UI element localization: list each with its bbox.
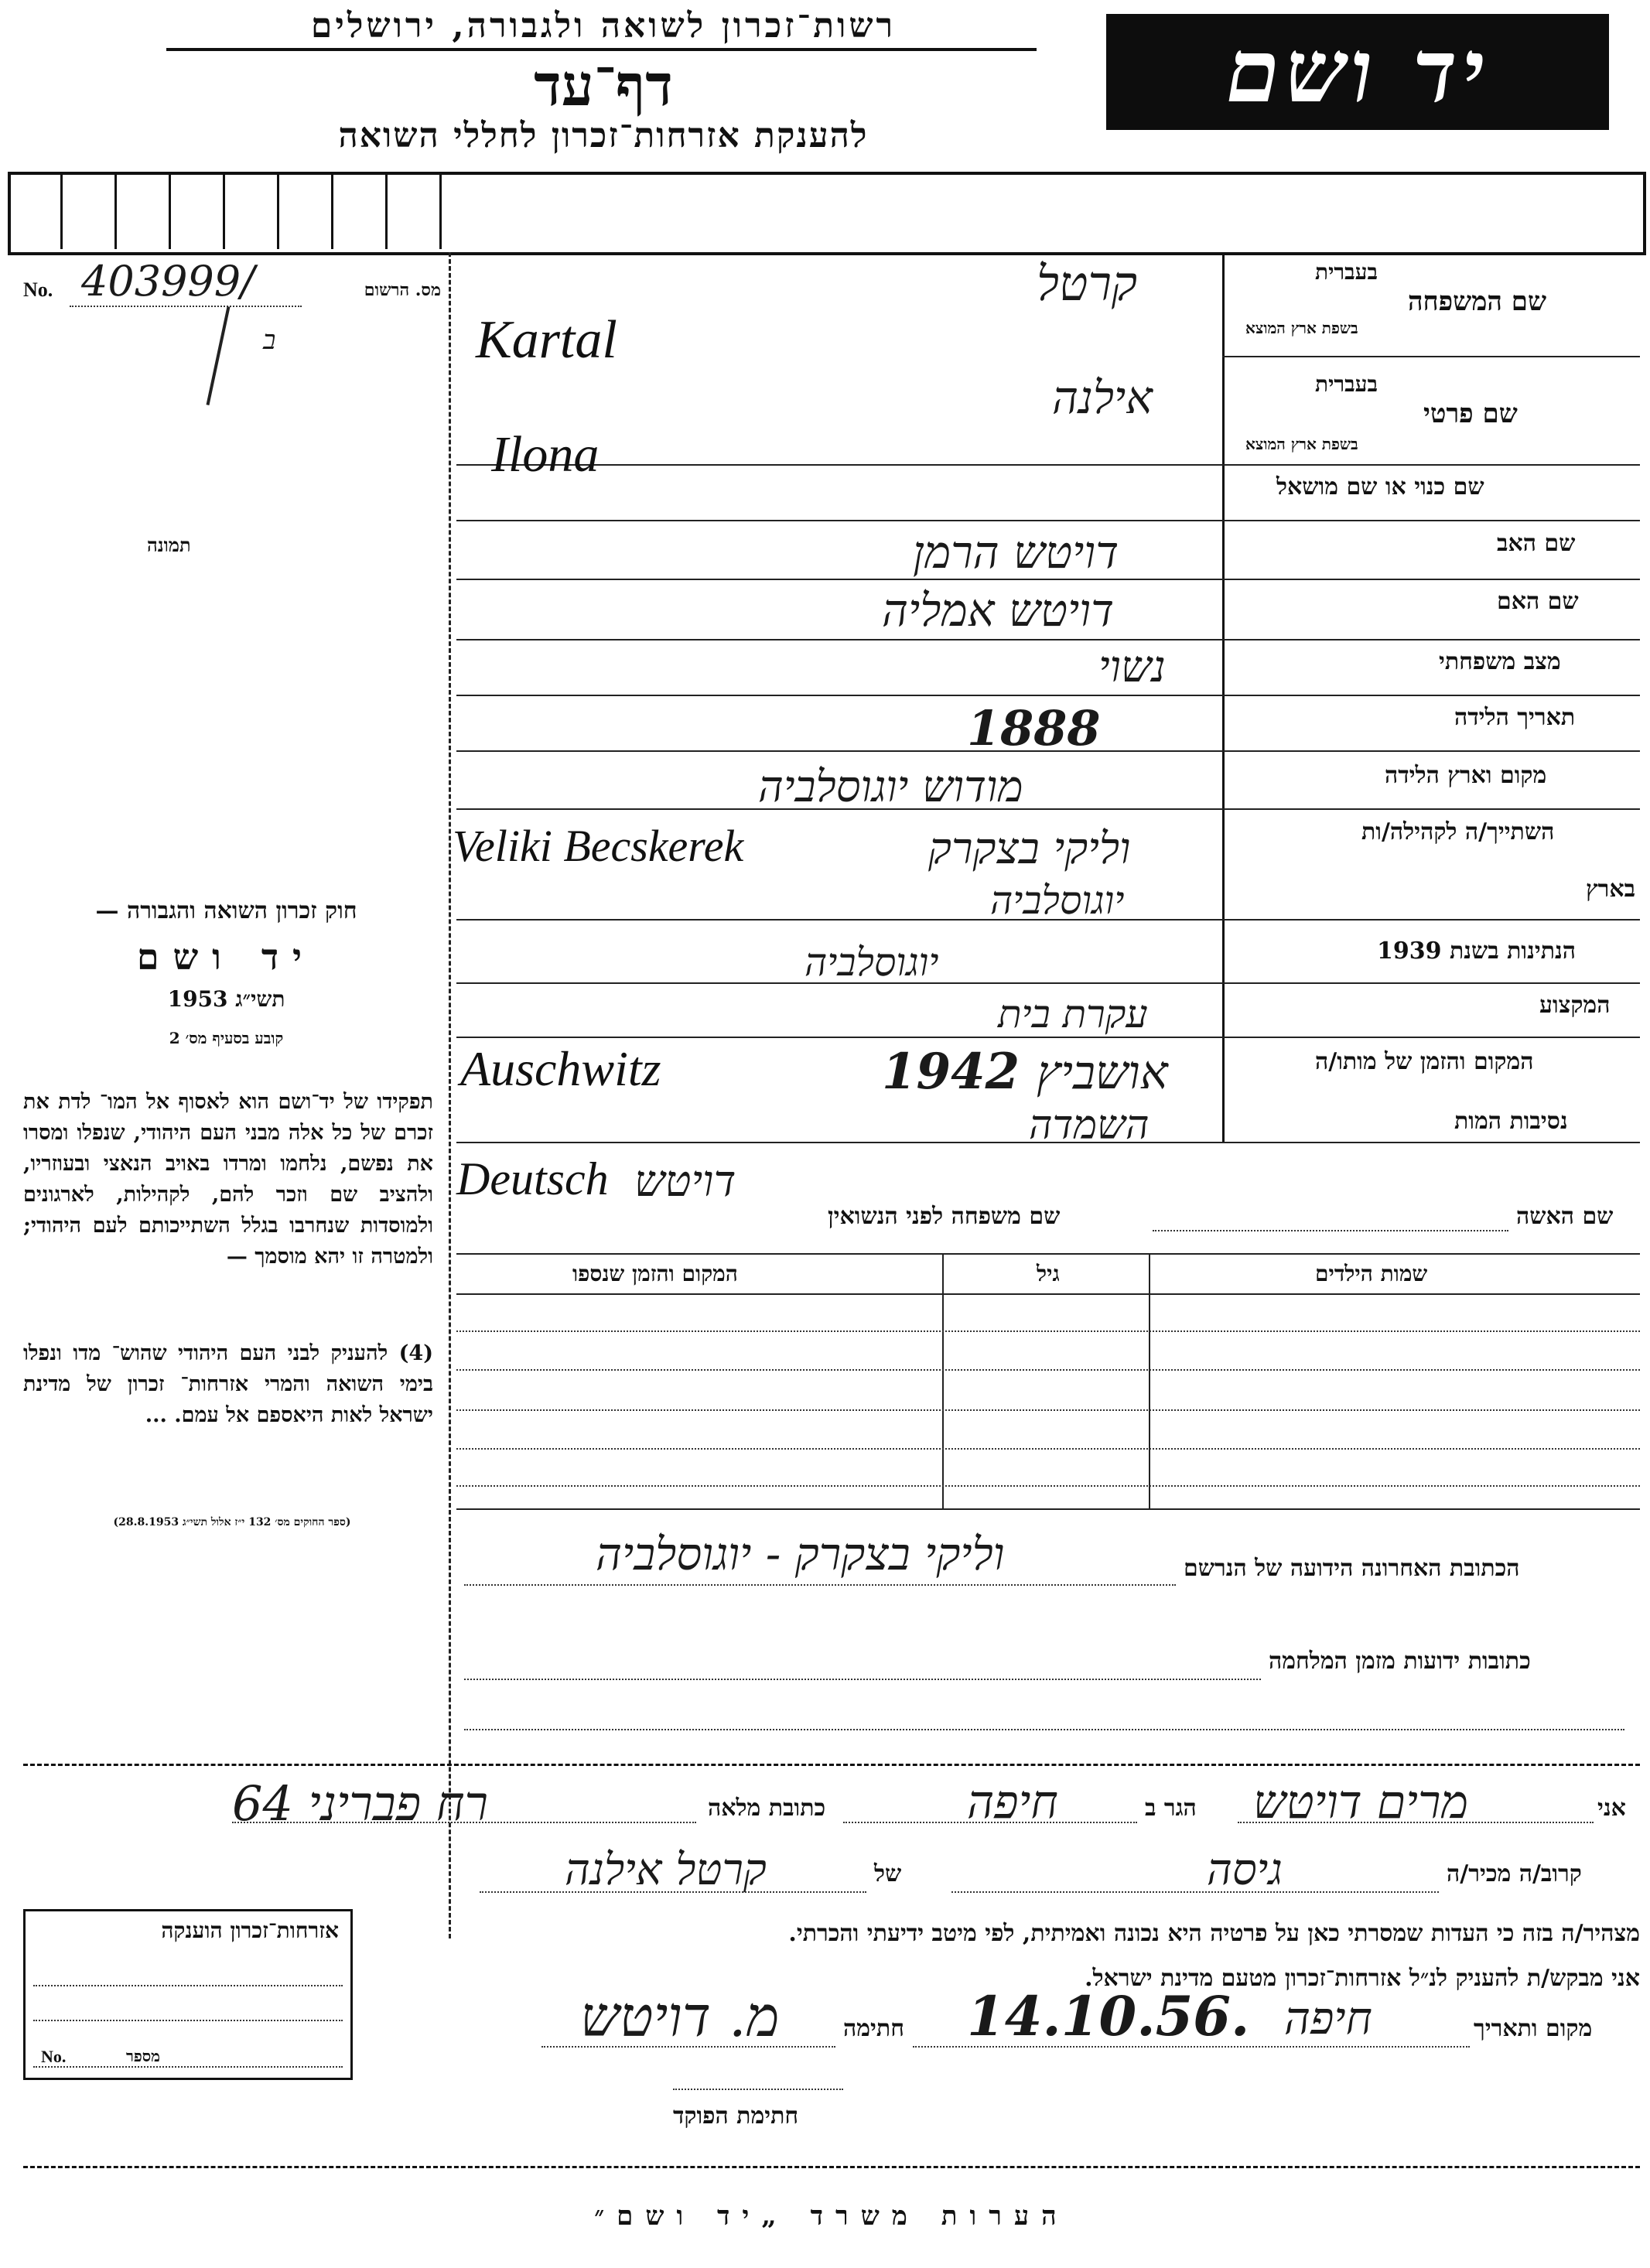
mother-name-value: דויטש אמליה	[882, 584, 1115, 637]
registration-mark: ב	[263, 325, 276, 356]
law-name: יד ושם	[136, 936, 316, 978]
country-label: בארץ	[1586, 876, 1636, 903]
first-name-hebrew-value: אילנה	[1052, 371, 1153, 424]
left-column-divider	[449, 252, 451, 1938]
children-row	[456, 1448, 1640, 1450]
yad-vashem-logo	[1106, 14, 1609, 130]
family-name-label: שם המשפחה	[1408, 286, 1547, 317]
family-name-origin-label: בשפת ארץ המוצא	[1245, 319, 1358, 337]
birth-date-label: תאריך הלידה	[1454, 704, 1576, 731]
declarant-i-label: אני	[1597, 1795, 1626, 1822]
registration-number: 403999/	[81, 257, 255, 306]
officer-signature-label: חתימת הפוקד	[673, 2102, 799, 2130]
death-circumstances-label: נסיבות המות	[1454, 1108, 1568, 1135]
signature-value: מ. דויטש	[580, 1984, 780, 2049]
form-title: דף־עד	[534, 53, 673, 119]
death-year-value: 1942	[882, 1043, 1020, 1101]
father-name-value: דויטש הרמן	[913, 526, 1119, 579]
law-item-4: (4) להעניק לבני העם היהודי שהוש־ מדו ונפלו בימי השואה והמרי אזרחות־ זכרון של מדינת ישראל לאות היאספם אל עמם. ...	[23, 1341, 433, 1427]
handwritten-stroke	[207, 306, 231, 405]
first-name-origin-label: בשפת ארץ המוצא	[1245, 435, 1358, 453]
law-clause: קובע בסעיף מס׳ 2	[169, 1029, 284, 1047]
community-latin-value: Veliki Becskerek	[453, 821, 744, 871]
children-row	[456, 1409, 1640, 1411]
maiden-name-label: שם משפחה לפני הנשואין	[828, 1203, 1061, 1230]
relative-label: קרוב/ה מכיר/ה	[1447, 1860, 1582, 1887]
relation-value: גיסה	[1207, 1845, 1283, 1895]
declaration-separator	[23, 1764, 1640, 1766]
grant-box-title: אזרחות־זכרון הוענקה	[161, 1918, 339, 1943]
death-place-label: המקום והזמן של מותו/ה	[1315, 1048, 1534, 1075]
citizenship-value: יוגוסלביה	[805, 940, 939, 985]
law-body: תפקידו של יד־ושם הוא לאסוף אל המו־ לדת את זכרם של כל אלה מבני העם היהודי, שנפלו ומסרו את נפשם, נלחמו ומרדו באויב הנאצי ובעוזריו, ולהציב שם וזכר להם, לקהילות, לארגונים ולמוסדות שנחרבו בגלל השתייכותם לעם היהודי; ולמטרה זו יהא מוסמך —	[23, 1090, 433, 1269]
children-col-age: גיל	[1037, 1261, 1060, 1286]
declarant-name-value: מרים דויטש	[1253, 1775, 1469, 1829]
photo-label: תמונה	[147, 534, 191, 556]
birth-date-value: 1888	[967, 700, 1101, 757]
signature-label: חתימה	[843, 2015, 904, 2042]
marital-status-value: נשוי	[1098, 642, 1166, 692]
declarant-city-value: חיפה	[967, 1775, 1058, 1829]
full-address-label: כתובת מלאה	[708, 1795, 826, 1822]
law-year: תשי״ג 1953	[167, 986, 285, 1012]
maiden-name-hebrew-value: דויטש	[634, 1156, 736, 1207]
place-date-label: מקום ותאריך	[1474, 2015, 1593, 2042]
children-row	[456, 1485, 1640, 1487]
family-name-origin-value: Kartal	[476, 310, 617, 370]
request-text: אני מבקש/ת להעניק לנ״ל אזרחות־זכרון מטעם מדינת ישראל.	[1085, 1965, 1640, 1992]
family-name-hebrew-value: קרטל	[1037, 255, 1138, 312]
first-name-label: שם פרטי	[1423, 398, 1518, 429]
of-label: של	[874, 1860, 902, 1887]
children-row	[456, 1369, 1640, 1371]
registration-number-label: מס. הרשום	[364, 280, 441, 300]
declaration-text: מצהיר/ה בזה כי העדות שמסרתי כאן על פרטיה היא נכונה ואמיתית, לפי מיטב ידיעתי והכרתי.	[788, 1920, 1640, 1947]
last-address-value: וליקי בצקרק - יוגוסלביה	[596, 1528, 1005, 1580]
law-title: חוק זכרון השואה והגבורה —	[95, 897, 357, 924]
logo-text: יד ושם	[1225, 21, 1490, 122]
law-source: (ספר החוקים מס׳ 132 י״ז אלול תשי״ג 28.8.1953)	[113, 1516, 351, 1529]
authority-line: רשות־זכרון לשואה ולגבורה, ירושלים	[310, 6, 897, 46]
profession-value: עקרת בית	[998, 992, 1148, 1037]
grant-box-number-label: מספר	[126, 2047, 160, 2065]
country-value: יוגוסלביה	[990, 878, 1125, 923]
citizenship-label: הנתינות בשנת 1939	[1377, 938, 1577, 965]
footer-separator	[23, 2166, 1640, 2168]
death-place-latin-value: Auschwitz	[460, 1041, 661, 1096]
registration-number-field	[23, 257, 441, 309]
registration-boxes	[8, 172, 1646, 255]
wife-name-label: שם האשה	[1516, 1203, 1614, 1230]
declaration-place-value: חיפה	[1284, 1992, 1372, 2044]
profession-label: המקצוע	[1539, 992, 1611, 1019]
first-name-origin-value: Ilona	[491, 426, 600, 483]
wartime-address-label: כתובות ידועות מזמן המלחמה	[1269, 1648, 1531, 1675]
footer-notes: הערות משרד „יד ושם״	[594, 2201, 1069, 2232]
marital-status-label: מצב משפחתי	[1439, 648, 1561, 675]
full-address-value: רח פבריני 64	[232, 1775, 488, 1832]
memorial-citizenship-box	[23, 1909, 353, 2080]
grant-box-no-label: No.	[41, 2047, 67, 2066]
authority-underline	[166, 48, 1037, 51]
death-circumstances-value: השמדה	[1029, 1102, 1150, 1149]
children-col-place-time: המקום והזמן שנספו	[572, 1261, 738, 1286]
father-name-label: שם האב	[1497, 530, 1576, 557]
declaration-date-value: 14.10.56.	[967, 1984, 1250, 2048]
death-place-hebrew-value: אושביץ	[1037, 1046, 1168, 1100]
last-address-label: הכתובת האחרונה הידועה של הנרשם	[1184, 1555, 1520, 1582]
children-col-names: שמות הילדים	[1315, 1261, 1428, 1286]
first-name-in-hebrew-label: בעברית	[1315, 371, 1378, 397]
of-value: קרטל אילנה	[565, 1845, 767, 1895]
children-row	[456, 1330, 1640, 1332]
nickname-label: שם כנוי או שם מושאל	[1276, 473, 1484, 500]
maiden-name-latin-value: Deutsch	[456, 1153, 609, 1204]
community-hebrew-value: וליקי בצקרק	[928, 824, 1131, 874]
registration-no-prefix: No.	[23, 278, 53, 301]
birth-place-label: מקום וארץ הלידה	[1385, 762, 1547, 789]
form-subtitle: להענקת אזרחות־זכרון לחללי השואה	[338, 116, 869, 155]
mother-name-label: שם האם	[1497, 588, 1579, 615]
birth-place-value: מודוש יוגוסלביה	[758, 762, 1023, 812]
label-column-divider	[1222, 252, 1225, 1142]
family-name-in-hebrew-label: בעברית	[1315, 259, 1378, 285]
declarant-resides-label: הגר ב	[1145, 1795, 1197, 1822]
community-label: השתייך/ה לקהילה/ות	[1361, 818, 1555, 845]
